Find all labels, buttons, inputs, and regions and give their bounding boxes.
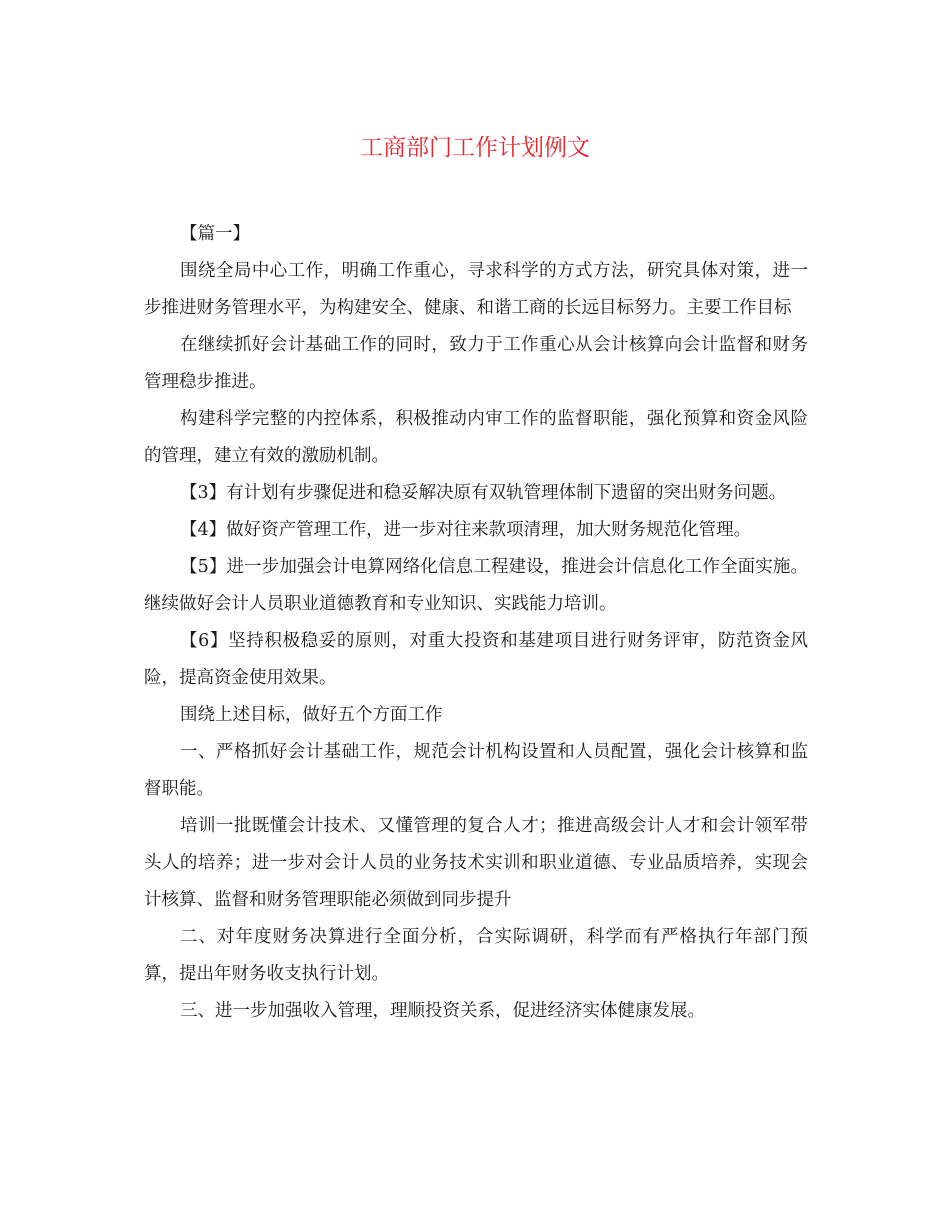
- paragraph-aspect-2: 二、对年度财务决算进行全面分析，合实际调研，科学而有严格执行年部门预算，提出年财务收支执行计划。: [144, 927, 808, 984]
- document-title: 工商部门工作计划例文: [360, 135, 590, 161]
- paragraph-goal-2: 构建科学完整的内控体系，积极推动内审工作的监督职能，强化预算和资金风险的管理，建立有效的激励机制。: [144, 409, 808, 466]
- paragraph-goal-6: 【6】坚持积极稳妥的原则，对重大投资和基建项目进行财务评审，防范资金风险，提高资金使用效果。: [144, 631, 808, 688]
- document-body: [144, 216, 808, 1030]
- paragraph-goal-5: 【5】进一步加强会计电算网络化信息工程建设，推进会计信息化工作全面实施。继续做好会计人员职业道德教育和专业知识、实践能力培训。: [144, 557, 808, 614]
- paragraph-goal-1: 在继续抓好会计基础工作的同时，致力于工作重心从会计核算向会计监督和财务管理稳步推进。: [144, 335, 808, 392]
- paragraph-aspect-1: 一、严格抓好会计基础工作，规范会计机构设置和人员配置，强化会计核算和监督职能。: [144, 742, 808, 799]
- paragraph-section-heading: 【篇一】: [180, 224, 250, 244]
- paragraph-overview: 围绕全局中心工作，明确工作重心，寻求科学的方式方法，研究具体对策，进一步推进财务管理水平，为构建安全、健康、和谐工商的长远目标努力。主要工作目标: [144, 261, 808, 318]
- paragraph-five-aspects: 围绕上述目标，做好五个方面工作: [180, 705, 443, 725]
- paragraph-goal-3: 【3】有计划有步骤促进和稳妥解决原有双轨管理体制下遗留的突出财务问题。: [180, 483, 787, 503]
- paragraph-aspect-3: 三、进一步加强收入管理，理顺投资关系，促进经济实体健康发展。: [180, 1001, 705, 1021]
- paragraph-training: 培训一批既懂会计技术、又懂管理的复合人才；推进高级会计人才和会计领军带头人的培养；进一步对会计人员的业务技术实训和职业道德、专业品质培养，实现会计核算、监督和财务管理职能必须做到同步提升: [144, 816, 808, 910]
- paragraph-goal-4: 【4】做好资产管理工作，进一步对往来款项清理，加大财务规范化管理。: [180, 520, 752, 540]
